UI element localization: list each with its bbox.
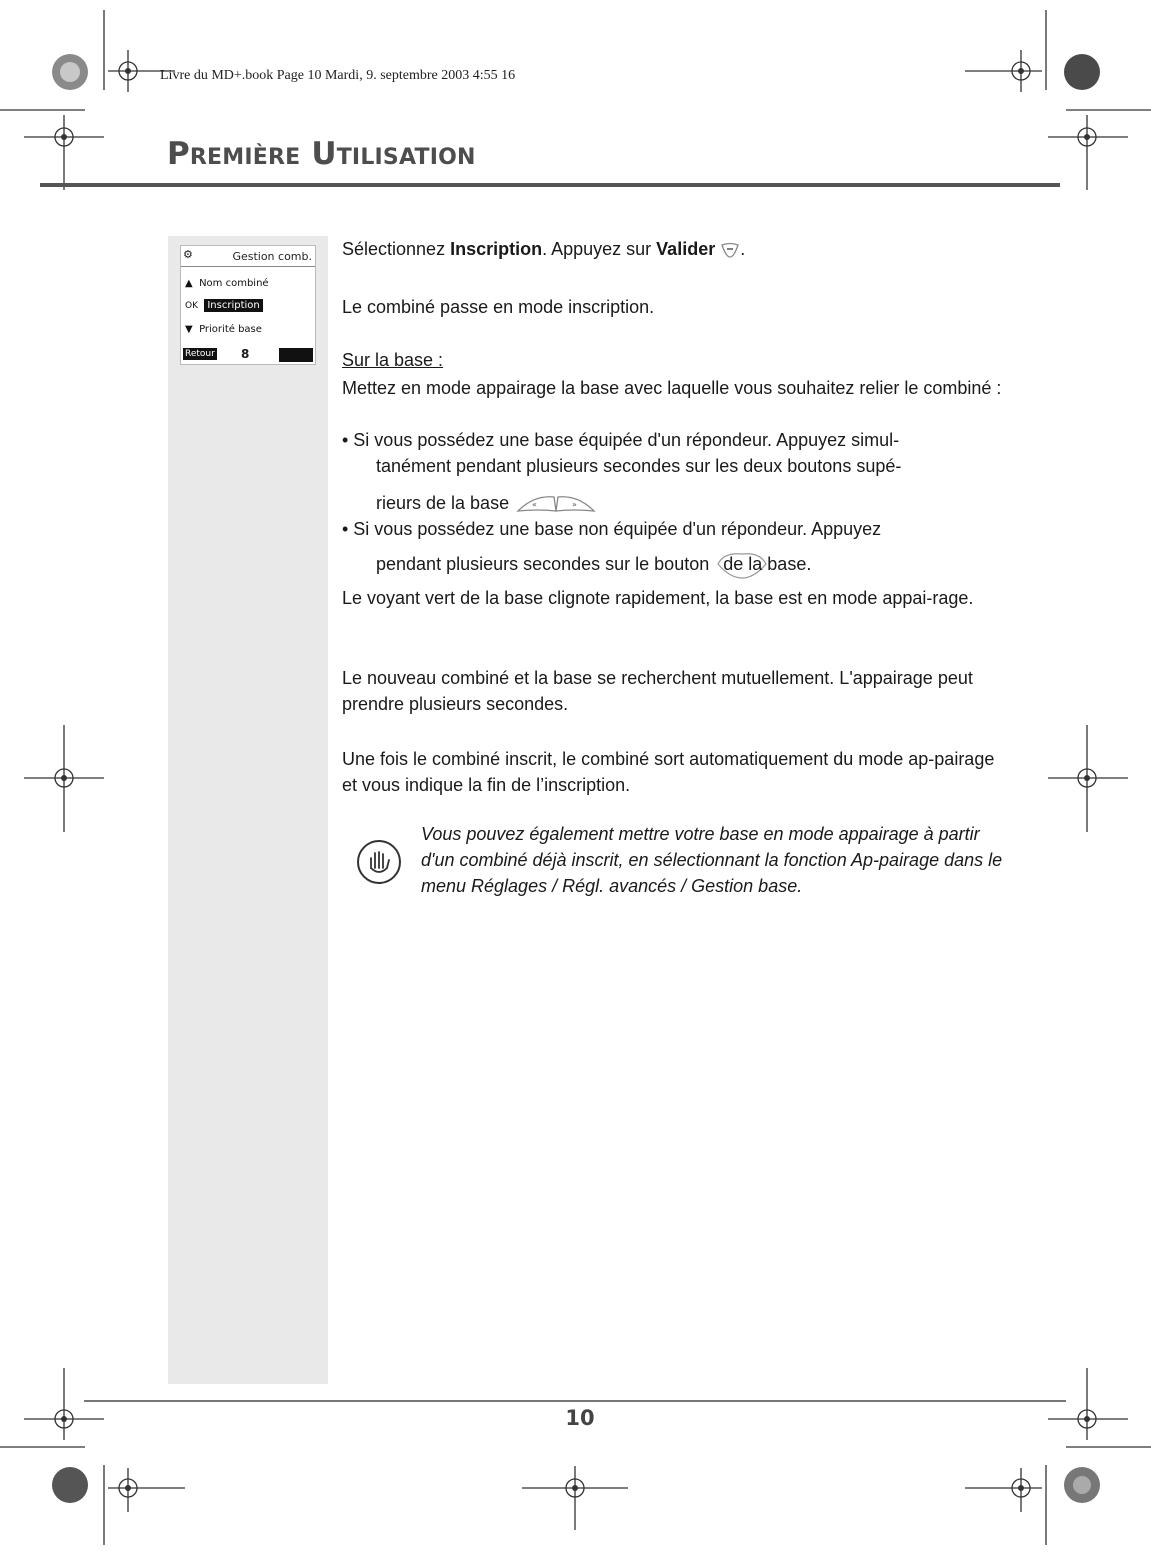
text: rieurs de la base — [376, 493, 510, 513]
text-bold: Valider — [656, 239, 716, 259]
paragraph-end: Une fois le combiné inscrit, le combiné sort automatiquement du mode ap-pairage et vous indique la fin de l’inscription. — [342, 749, 995, 795]
menu-item-label: Priorité base — [199, 324, 262, 335]
bullet-line — [342, 490, 1041, 517]
screen-softkeys — [181, 346, 315, 364]
svg-text:»: » — [572, 500, 577, 510]
bullet-line — [342, 550, 1041, 580]
book-slug-line: Livre du MD+.book Page 10 Mardi, 9. septembre 2003 4:55 16 — [160, 68, 516, 83]
svg-text:«: « — [532, 500, 537, 510]
softkey-right — [279, 348, 313, 362]
note-text: Vous pouvez également mettre votre base en mode appairage à partir d'un combiné déjà inscrit, en sélectionnant la fonction Ap-pairage dans le menu Réglages / Régl. avancés / Gestion base. — [421, 824, 1003, 896]
hand-icon — [355, 838, 403, 886]
text: . Appuyez sur — [542, 239, 657, 259]
text: Sélectionnez — [342, 239, 451, 259]
side-column — [168, 236, 328, 1384]
menu-item — [185, 278, 269, 289]
menu-item — [185, 324, 262, 335]
paragraph-select — [342, 236, 1007, 262]
bullet-line: • Si vous possédez une base équipée d'un répondeur. Appuyez simul- — [342, 430, 900, 450]
screen-header — [181, 246, 315, 267]
ok-marker: OK — [185, 301, 198, 311]
softkey-middle: 8 — [241, 347, 250, 361]
up-arrow-icon: ▲ — [185, 278, 193, 289]
double-key-icon — [514, 491, 598, 517]
paragraph-led: Le voyant vert de la base clignote rapidement, la base est en mode appai-rage. — [342, 588, 974, 608]
menu-item-label: Inscription — [204, 299, 262, 312]
footer-rule — [84, 1400, 1066, 1402]
bullet-line: tanément pendant plusieurs secondes sur les deux boutons supé- — [376, 456, 902, 476]
menu-item-selected — [185, 300, 263, 311]
section-title: Première Utilisation — [167, 136, 476, 172]
screen-title: Gestion comb. — [232, 250, 312, 263]
text: pendant plusieurs secondes sur le bouton — [376, 553, 710, 574]
paragraph-mode: Le combiné passe en mode inscription. — [342, 297, 655, 317]
bullet-line: • Si vous possédez une base non équipée d'un répondeur. Appuyez — [342, 519, 882, 539]
subheading-base: Sur la base : — [342, 350, 444, 370]
header-rule — [40, 183, 1060, 187]
text: de la base. — [723, 553, 812, 574]
paragraph-pairing: Mettez en mode appairage la base avec laquelle vous souhaitez relier le combiné : — [342, 378, 1002, 398]
down-arrow-icon: ▼ — [185, 324, 193, 335]
text-bold: Inscription — [450, 239, 543, 259]
text: . — [740, 239, 746, 259]
page-number: 10 — [565, 1406, 595, 1430]
validate-key-icon — [720, 241, 740, 259]
paragraph-search: Le nouveau combiné et la base se recherchent mutuellement. L'appairage peut prendre plusieurs secondes. — [342, 668, 973, 714]
softkey-back: Retour — [185, 349, 215, 359]
menu-item-label: Nom combiné — [199, 278, 269, 289]
handset-screen — [180, 245, 316, 365]
settings-icon: ⚙ — [183, 248, 193, 261]
